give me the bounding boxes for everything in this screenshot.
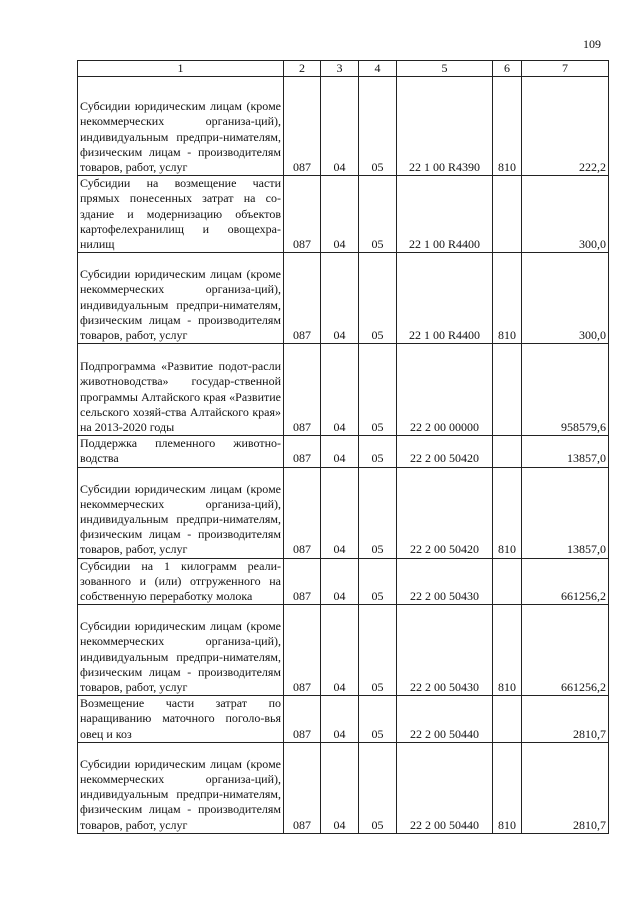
table-row (78, 344, 609, 436)
row-subsection-cell: 05 (359, 253, 397, 344)
row-subsection-cell: 05 (359, 344, 397, 436)
row-target-article-cell: 22 1 00 R4400 (397, 176, 493, 253)
row-subsection-cell: 05 (359, 742, 397, 833)
row-amount-cell: 2810,7 (522, 742, 609, 833)
row-section-cell: 04 (321, 77, 359, 176)
header-col-3: 3 (321, 61, 359, 77)
header-col-2: 2 (284, 61, 321, 77)
row-target-article-cell: 22 2 00 50430 (397, 605, 493, 696)
row-amount-cell: 2810,7 (522, 696, 609, 743)
row-section-cell: 04 (321, 605, 359, 696)
page-number: 109 (583, 37, 601, 51)
row-code-cell: 087 (284, 77, 321, 176)
row-amount-cell: 300,0 (522, 253, 609, 344)
row-amount-cell: 13857,0 (522, 436, 609, 467)
row-section-cell: 04 (321, 253, 359, 344)
table-row (78, 436, 609, 467)
row-name-cell: Субсидии юридическим лицам (кроме некоммерческих организа-ций), индивидуальным предпри-нимателям, физическим лицам - производителям товаров, работ, услуг (78, 77, 284, 176)
row-name-cell: Подпрограмма «Развитие подот-расли животноводства» государ-ственной программы Алтайского края «Развитие сельского хозяй-ства Алтайского края» на 2013-2020 годы (78, 344, 284, 436)
row-target-article-cell: 22 2 00 50430 (397, 558, 493, 605)
row-section-cell: 04 (321, 436, 359, 467)
row-expense-type-cell: 810 (493, 77, 522, 176)
row-target-article-cell: 22 2 00 50440 (397, 696, 493, 743)
row-target-article-cell: 22 2 00 00000 (397, 344, 493, 436)
row-name-cell: Поддержка племенного животно-водства (78, 436, 284, 467)
row-name-cell: Субсидии юридическим лицам (кроме некоммерческих организа-ций), индивидуальным предпри-нимателям, физическим лицам - производителям товаров, работ, услуг (78, 253, 284, 344)
table-row (78, 77, 609, 176)
row-name-cell: Субсидии юридическим лицам (кроме некоммерческих организа-ций), индивидуальным предпри-нимателям, физическим лицам - производителям товаров, работ, услуг (78, 467, 284, 558)
row-expense-type-cell (493, 344, 522, 436)
row-code-cell: 087 (284, 558, 321, 605)
row-section-cell: 04 (321, 467, 359, 558)
row-code-cell: 087 (284, 605, 321, 696)
table-row (78, 558, 609, 605)
row-target-article-cell: 22 1 00 R4400 (397, 253, 493, 344)
row-code-cell: 087 (284, 344, 321, 436)
row-subsection-cell: 05 (359, 436, 397, 467)
row-section-cell: 04 (321, 344, 359, 436)
row-subsection-cell: 05 (359, 558, 397, 605)
row-section-cell: 04 (321, 696, 359, 743)
row-target-article-cell: 22 2 00 50440 (397, 742, 493, 833)
table-row (78, 176, 609, 253)
row-code-cell: 087 (284, 742, 321, 833)
row-subsection-cell: 05 (359, 77, 397, 176)
row-expense-type-cell (493, 558, 522, 605)
row-expense-type-cell (493, 436, 522, 467)
table-row (78, 253, 609, 344)
table-row (78, 742, 609, 833)
row-name-cell: Субсидии юридическим лицам (кроме некоммерческих организа-ций), индивидуальным предпри-нимателям, физическим лицам - производителям товаров, работ, услуг (78, 742, 284, 833)
row-amount-cell: 958579,6 (522, 344, 609, 436)
row-expense-type-cell: 810 (493, 253, 522, 344)
row-target-article-cell: 22 2 00 50420 (397, 436, 493, 467)
row-expense-type-cell: 810 (493, 467, 522, 558)
header-col-6: 6 (493, 61, 522, 77)
row-subsection-cell: 05 (359, 176, 397, 253)
row-expense-type-cell (493, 696, 522, 743)
row-code-cell: 087 (284, 436, 321, 467)
row-code-cell: 087 (284, 176, 321, 253)
header-row (78, 61, 609, 77)
row-expense-type-cell: 810 (493, 742, 522, 833)
header-col-4: 4 (359, 61, 397, 77)
row-target-article-cell: 22 2 00 50420 (397, 467, 493, 558)
table-row (78, 696, 609, 743)
row-expense-type-cell (493, 176, 522, 253)
row-amount-cell: 13857,0 (522, 467, 609, 558)
row-section-cell: 04 (321, 558, 359, 605)
row-code-cell: 087 (284, 696, 321, 743)
header-col-1: 1 (78, 61, 284, 77)
row-subsection-cell: 05 (359, 467, 397, 558)
row-amount-cell: 300,0 (522, 176, 609, 253)
row-amount-cell: 661256,2 (522, 558, 609, 605)
row-section-cell: 04 (321, 742, 359, 833)
row-subsection-cell: 05 (359, 696, 397, 743)
table-row (78, 605, 609, 696)
header-col-5: 5 (397, 61, 493, 77)
row-amount-cell: 222,2 (522, 77, 609, 176)
header-col-7: 7 (522, 61, 609, 77)
row-target-article-cell: 22 1 00 R4390 (397, 77, 493, 176)
row-name-cell: Субсидии на 1 килограмм реали-зованного и (или) отгруженного на собственную переработку молока (78, 558, 284, 605)
row-section-cell: 04 (321, 176, 359, 253)
row-expense-type-cell: 810 (493, 605, 522, 696)
row-name-cell: Субсидии юридическим лицам (кроме некоммерческих организа-ций), индивидуальным предпри-нимателям, физическим лицам - производителям товаров, работ, услуг (78, 605, 284, 696)
row-amount-cell: 661256,2 (522, 605, 609, 696)
row-name-cell: Субсидии на возмещение части прямых понесенных затрат на со-здание и модернизацию объектов картофелехранилищ и овощехра-нилищ (78, 176, 284, 253)
budget-table (77, 60, 609, 834)
row-subsection-cell: 05 (359, 605, 397, 696)
table-row (78, 467, 609, 558)
row-code-cell: 087 (284, 467, 321, 558)
row-name-cell: Возмещение части затрат по наращиванию маточного поголо-вья овец и коз (78, 696, 284, 743)
row-code-cell: 087 (284, 253, 321, 344)
